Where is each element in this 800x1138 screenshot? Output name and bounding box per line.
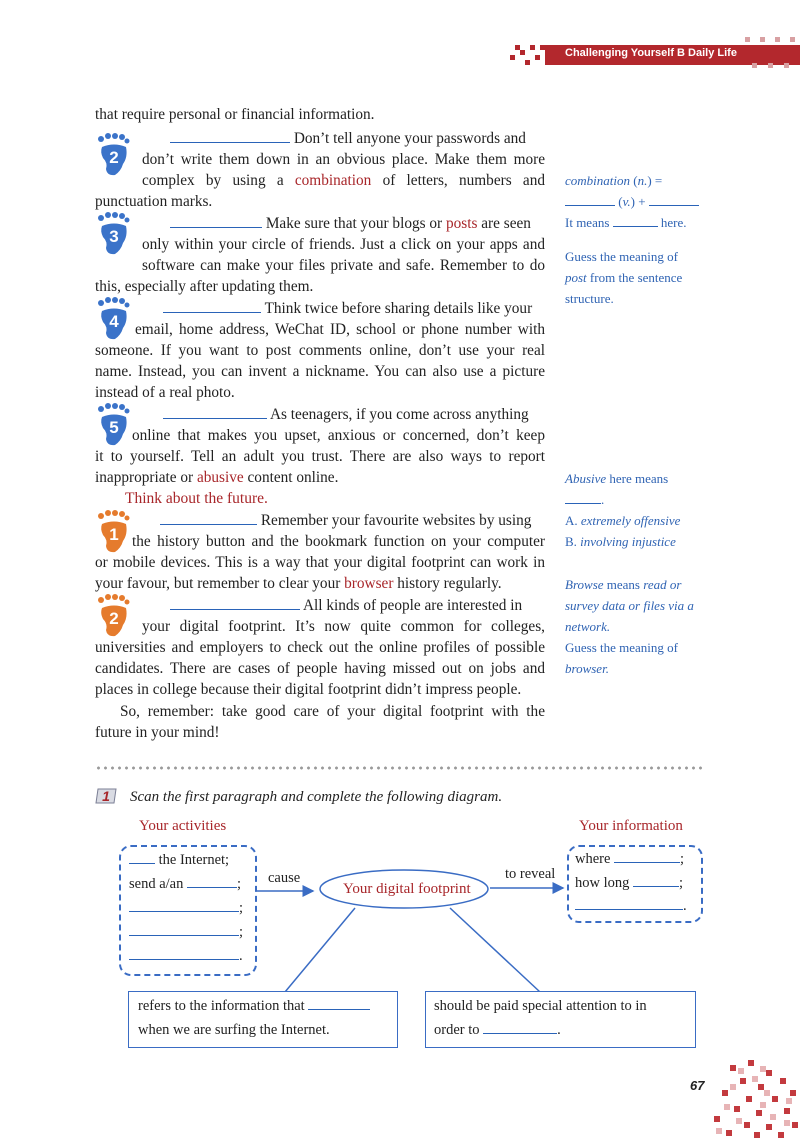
passage-line: future in your mind! [95,724,220,741]
section-heading-future: Think about the future. [125,490,268,507]
sidenote-text: from the sentence [586,270,683,285]
to-reveal-label: to reveal [505,866,556,882]
option-text: involving injustice [580,534,676,549]
fill-blank[interactable] [129,911,239,912]
diagram-text: order to [434,1022,480,1038]
passage-text: complex by using a [142,172,295,189]
passage-text: Don’t tell anyone your passwords and [293,130,526,147]
option-letter: B. [565,534,581,549]
fill-blank[interactable] [187,887,237,888]
definition-line-1 [138,998,370,1015]
option-letter: A. [565,513,581,528]
passage-line: it to yourself. Tell an adult you trust. There are also ways to report [95,448,545,465]
footprint-number: 4 [109,312,119,331]
keyword-posts: posts [445,215,478,232]
passage-text: As teenagers, if you come across anything [269,406,529,423]
definition-line-2: when we are surfing the Internet. [138,1022,330,1038]
sidenote-text: ) + [630,194,646,209]
sidenote-text: . [601,492,605,507]
label-your-information: Your information [579,818,683,834]
passage-line: the history button and the bookmark function on your computer [132,533,545,550]
information-line-3 [575,898,687,915]
exercise-number: 1 [102,788,110,804]
passage-line: instead of a real photo. [95,384,235,401]
sidenote-text: here. [660,215,687,230]
diagram-text: refers to the information that [138,998,305,1014]
sidenote-term: combination [565,173,630,188]
passage-text: Think twice before sharing details like your [264,300,533,317]
passage-line: online that makes you upset, anxious or concerned, don’t keep [132,427,545,444]
attention-line-1: should be paid special attention to in [434,998,647,1014]
passage-text: Make sure that your blogs or [265,215,446,232]
footprint-number: 2 [109,609,119,628]
activities-line-1 [129,852,229,869]
sidenote-text: ( [615,194,623,209]
footprint-number: 3 [109,227,119,246]
sidenote-text: ( [630,173,638,188]
passage-line: someone. If you want to post comments online, don’t use your real [95,342,545,359]
diagram-text: ; [680,851,685,867]
passage-line: your digital footprint. It’s now quite common for colleges, [142,618,545,635]
fill-blank[interactable] [575,909,683,910]
corner-pixel-pattern [700,1060,800,1138]
diagram-text: . [239,948,243,964]
diagram-text: ; [236,876,242,892]
passage-text: of letters, numbers and [371,172,545,189]
fill-blank[interactable] [129,863,155,864]
sidenote-text: here means [606,471,669,486]
sidenote-line: Guess the meaning of [565,640,679,655]
cause-label: cause [268,870,301,886]
keyword-combination: combination [294,172,372,189]
sidenote-text: ) = [647,173,663,188]
label-your-activities: Your activities [139,818,227,834]
fill-blank[interactable] [483,1033,557,1034]
passage-line: candidates. There are cases of people having missed out on jobs and [95,660,545,677]
diagram-text: how long [575,875,630,891]
passage-line: or mobile devices. This is a way that your digital footprint can work in [95,554,545,571]
passage-text: All kinds of people are interested in [302,597,523,614]
diagram-text: . [557,1022,561,1038]
passage-text: inappropriate or [95,469,197,486]
information-line-2 [575,875,683,892]
passage-line: So, remember: take good care of your digital footprint with the [120,703,545,720]
passage-line: places in college because their digital footprint didn’t impress people. [95,681,522,698]
sidenote-term: post [565,270,587,285]
passage-line: email, home address, WeChat ID, school or phone number with [135,321,545,338]
sidenote-text: means [603,577,644,592]
passage-line: only within your circle of friends. Just a click on your apps and [142,236,545,253]
activities-line-4 [129,924,243,941]
fill-blank[interactable] [633,886,679,887]
passage-text: are seen [477,215,531,232]
information-line-1 [575,851,684,868]
sidenote-text: It means [565,215,610,230]
option-text: extremely offensive [580,513,681,528]
passage-line: that require personal or financial information. [95,106,375,123]
diagram-text: ; [239,900,244,916]
activities-line-5 [129,948,243,965]
fill-blank[interactable] [308,1009,370,1010]
sidenote-line: Guess the meaning of [565,249,679,264]
passage-line: don’t write them down in an obvious place. Make them more [142,151,545,168]
passage-line: universities and employers to check out the online profiles of possible [95,639,545,656]
page-number: 67 [690,1078,705,1093]
passage-line: this, especially after updating them. [95,278,314,295]
passage-line: name. Instead, you can invent a nickname. You can also use a picture [95,363,545,380]
activities-line-3 [129,900,243,917]
sidenote-text: survey data or files via a [565,598,694,613]
sidenote-text: read or [643,577,682,592]
sidenote-pos: v. [622,194,631,209]
fill-blank[interactable] [614,862,680,863]
passage-text: Remember your favourite websites by using [260,512,532,529]
sidenote-term: Abusive [565,471,607,486]
exercise-instruction: Scan the first paragraph and complete the following diagram. [130,789,503,805]
passage-line: punctuation marks. [95,193,213,210]
passage-text: your favour, but remember to clear your [95,575,345,592]
diagram-text: where [575,851,611,867]
passage-text: history regularly. [393,575,502,592]
fill-blank[interactable] [129,935,239,936]
sidenote-line: structure. [565,291,614,306]
footprint-number: 2 [109,148,119,167]
sidenote-text: network. [565,619,611,634]
header-title: Challenging Yourself B Daily Life [565,47,737,59]
sidenote-term: Browse [565,577,604,592]
diagram-text: send a/an [129,876,184,892]
attention-line-2 [434,1022,561,1039]
passage-line: software can make your files private and safe. Remember to do [142,257,545,274]
diagram-text: . [683,898,687,914]
keyword-browser: browser [344,575,394,592]
keyword-abusive: abusive [196,469,244,486]
footprint-number: 1 [109,525,119,544]
diagram-text: ; [679,875,684,891]
passage-text: content online. [243,469,339,486]
activities-line-2 [129,876,241,893]
sidenote-pos: n. [637,173,648,188]
center-node: Your digital footprint [343,881,471,897]
sidenote-term: browser. [565,661,609,676]
footprint-number: 5 [109,418,119,437]
fill-blank[interactable] [129,959,239,960]
diagram-text: ; [239,924,244,940]
diagram-text: the Internet; [158,852,230,868]
